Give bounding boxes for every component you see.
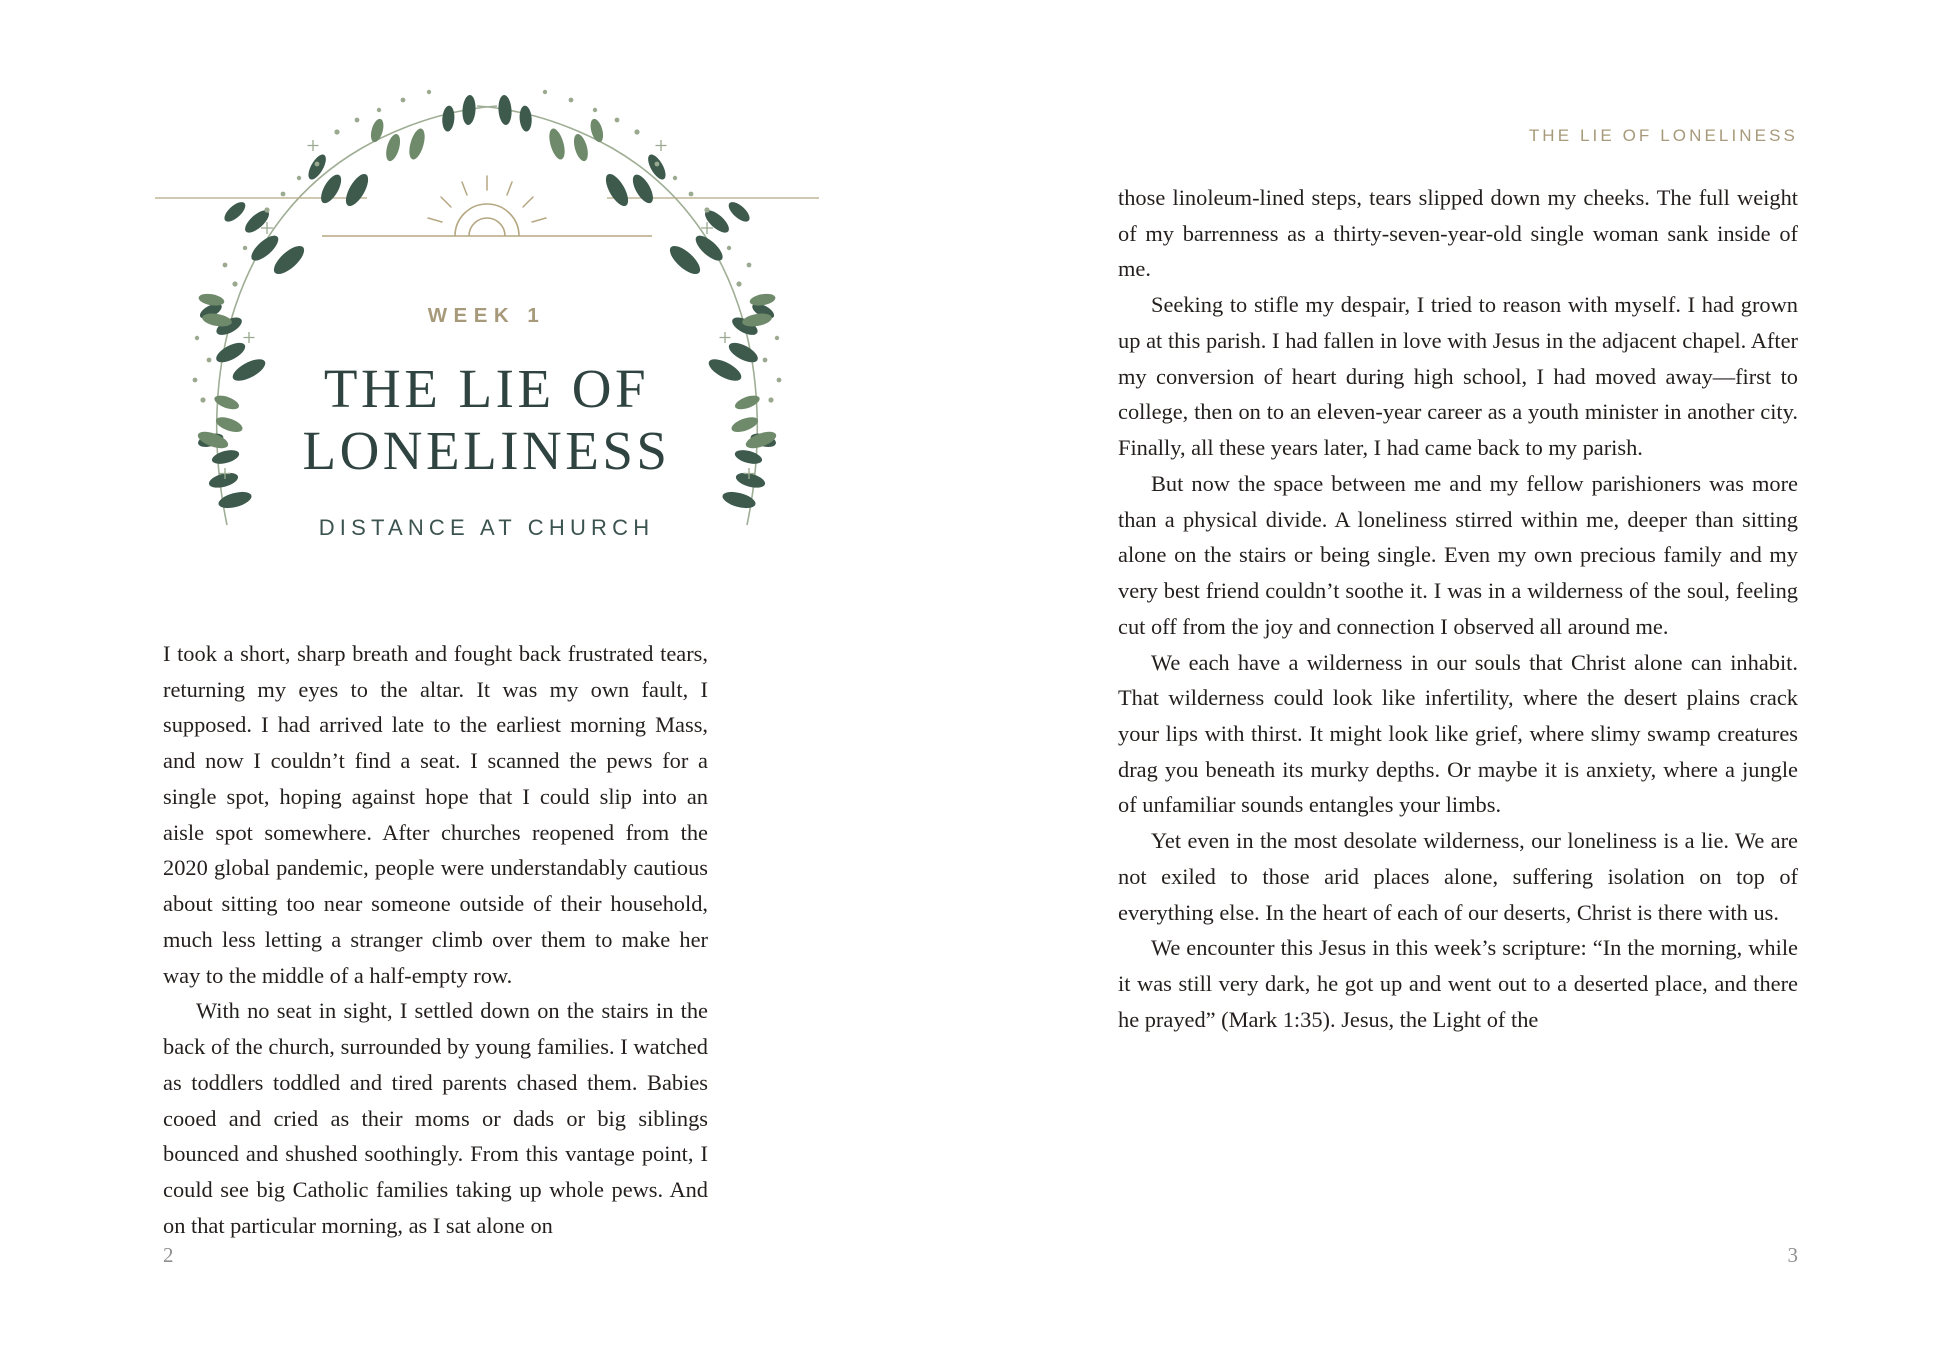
right-page: [973, 0, 1946, 1354]
paragraph: those linoleum-lined steps, tears slipped down my cheeks. The full weight of my barrenness as a thirty-seven-year-old single woman sank inside of me.: [1118, 185, 1798, 282]
paragraph: We each have a wilderness in our souls that Christ alone can inhabit. That wilderness could look like infertility, where the desert plains crack your lips with thirst. It might look like grief, where slimy swamp creatures drag you beneath its murky depths. Or maybe it is anxiety, where a jungle of unfamiliar sounds entangles your limbs.: [1118, 649, 1798, 818]
paragraph: Seeking to stifle my despair, I tried to reason with myself. I had grown up at this parish. I had fallen in love with Jesus in the adjacent chapel. After my conversion of heart during high school, I had moved away—first to college, then on to an eleven-year career as a youth minister in another city. Finally, all these years later, I had came back to my parish.: [1118, 292, 1798, 461]
right-page-body-text: [1118, 180, 1798, 1038]
page-number-right: 3: [1787, 1243, 1798, 1267]
chapter-heading-block: [107, 0, 867, 541]
paragraph: But now the space between me and my fellow parishioners was more than a physical divide. A loneliness stirred within me, deeper than sitting alone on the stairs or being single. Even my own precious family and my very best friend couldn’t soothe it. I was in a wilderness of the soul, feeling cut off from the joy and connection I observed all around me.: [1118, 470, 1798, 639]
sunrise-emblem-icon: [322, 170, 652, 246]
paragraph: With no seat in sight, I settled down on the stairs in the back of the church, surrounded by young families. I watched as toddlers toddled and tired parents chased them. Babies cooed and cried as their moms or dads or big siblings bounced and shushed soothingly. From this vantage point, I could see big Catholic families taking up whole pews. And on that particular morning, as I sat alone on: [163, 998, 708, 1238]
chapter-subtitle: DISTANCE AT CHURCH: [318, 515, 655, 541]
running-head: THE LIE OF LONELINESS: [1528, 126, 1798, 145]
paragraph: We encounter this Jesus in this week’s scripture: “In the morning, while it was still very dark, he got up and went out to a deserted place, and there he prayed” (Mark 1:35). Jesus, the Light of the: [1118, 935, 1798, 1032]
paragraph: Yet even in the most desolate wilderness, our loneliness is a lie. We are not exiled to those arid places alone, suffering isolation on top of everything else. In the heart of each of our deserts, Christ is there with us.: [1118, 828, 1798, 925]
paragraph: I took a short, sharp breath and fought back frustrated tears, returning my eyes to the altar. It was my own fault, I supposed. I had arrived late to the earliest morning Mass, and now I couldn’t find a seat. I scanned the pews for a single spot, hoping against hope that I could slip into an aisle spot somewhere. After churches reopened from the 2020 global pandemic, people were understandably cautious about sitting too near someone outside of their household, much less letting a stranger climb over them to make her way to the middle of a half-empty row.: [163, 641, 708, 988]
week-label: WEEK 1: [427, 304, 546, 327]
chapter-title-line-2: LONELINESS: [302, 419, 671, 481]
left-page-body-text: [163, 636, 708, 1243]
chapter-title: [107, 358, 867, 481]
chapter-title-group: [107, 170, 867, 541]
page-number-left: 2: [163, 1243, 174, 1267]
chapter-title-line-1: THE LIE OF: [323, 358, 650, 419]
